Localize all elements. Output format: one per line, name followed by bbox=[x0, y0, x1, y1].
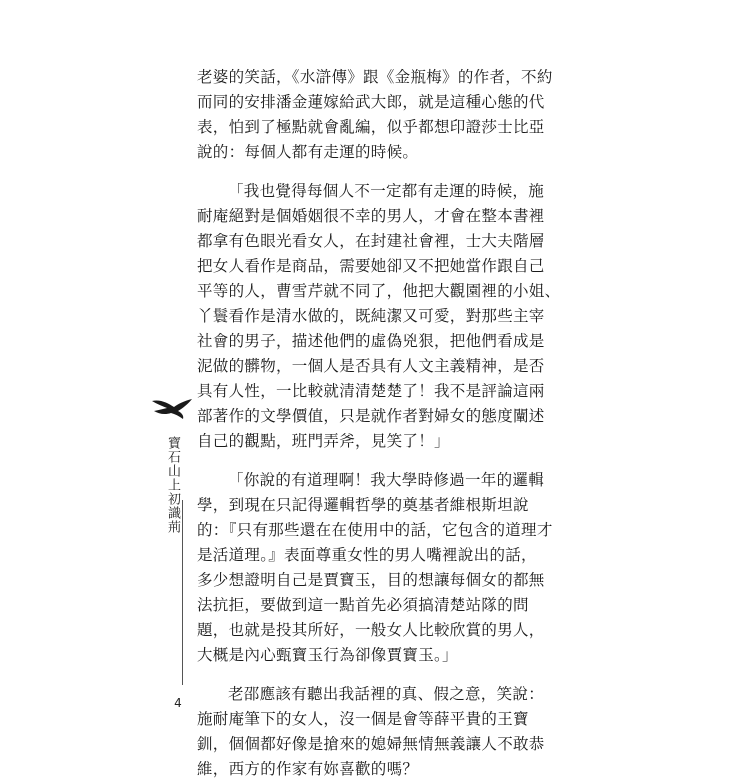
page-number: 4 bbox=[174, 696, 182, 710]
paragraph-1 bbox=[197, 65, 557, 165]
text-line: 老邵應該有聽出我話裡的真、假之意，笑說： bbox=[228, 685, 545, 703]
margin-rule bbox=[182, 500, 183, 685]
text-line: 表，怕到了極點就會亂編，似乎都想印證莎士比亞 bbox=[197, 118, 545, 136]
paragraph-3 bbox=[197, 468, 557, 668]
text-line: 把女人看作是商品，需要她卻又不把她當作跟自己 bbox=[197, 257, 545, 275]
text-line: 都拿有色眼光看女人，在封建社會裡，士大夫階層 bbox=[197, 232, 545, 250]
text-line: 多少想證明自己是賈寶玉，目的想讓每個女的都無 bbox=[197, 571, 545, 589]
text-line: 的：『只有那些還在在使用中的話，它包含的道理才 bbox=[197, 521, 553, 539]
paragraph-4 bbox=[197, 682, 557, 782]
text-line: 部著作的文學價值，只是就作者對婦女的態度闡述 bbox=[197, 407, 545, 425]
text-line: 泥做的髒物，一個人是否具有人文主義精神，是否 bbox=[197, 357, 545, 375]
text-line: 「我也覺得每個人不一定都有走運的時候，施 bbox=[228, 182, 545, 200]
text-line: 老婆的笑話，《水滸傳》跟《金瓶梅》的作者，不約 bbox=[197, 68, 553, 86]
text-line: 大概是內心甄寶玉行為卻像賈寶玉。」 bbox=[197, 646, 458, 664]
text-line: 「你說的有道理啊！我大學時修過一年的邏輯 bbox=[228, 471, 545, 489]
text-line: 自己的觀點，班門弄斧，見笑了！」 bbox=[197, 432, 450, 450]
text-line: 平等的人，曹雪芹就不同了，他把大觀園裡的小姐、 bbox=[197, 282, 561, 300]
text-line: 說的：每個人都有走運的時候。 bbox=[197, 143, 419, 161]
text-line: 釧，個個都好像是搶來的媳婦無情無義讓人不敢恭 bbox=[197, 735, 545, 753]
text-line: 維，西方的作家有妳喜歡的嗎？ bbox=[197, 760, 419, 778]
text-line: 題，也就是投其所好，一般女人比較欣賞的男人， bbox=[197, 621, 545, 639]
text-line: 社會的男子，描述他們的虛偽兇狠，把他們看成是 bbox=[197, 332, 545, 350]
running-title: 寶石山上初識荊 bbox=[165, 436, 180, 534]
text-line: 而同的安排潘金蓮嫁給武大郎，就是這種心態的代 bbox=[197, 93, 545, 111]
bird-icon bbox=[150, 395, 194, 421]
text-line: 法抗拒，要做到這一點首先必須搞清楚站隊的問 bbox=[197, 596, 529, 614]
text-line: 是活道理。』表面尊重女性的男人嘴裡說出的話， bbox=[197, 546, 537, 564]
paragraph-2 bbox=[197, 179, 561, 454]
text-line: 學，到現在只記得邏輯哲學的奠基者維根斯坦說 bbox=[197, 496, 529, 514]
text-line: 施耐庵筆下的女人，沒一個是會等薛平貴的王寶 bbox=[197, 710, 529, 728]
text-line: 具有人性，一比較就清清楚楚了！我不是評論這兩 bbox=[197, 382, 545, 400]
text-line: 耐庵絕對是個婚姻很不幸的男人，才會在整本書裡 bbox=[197, 207, 545, 225]
text-line: 丫鬟看作是清水做的，既純潔又可愛，對那些主宰 bbox=[197, 307, 545, 325]
body-text bbox=[197, 65, 561, 782]
